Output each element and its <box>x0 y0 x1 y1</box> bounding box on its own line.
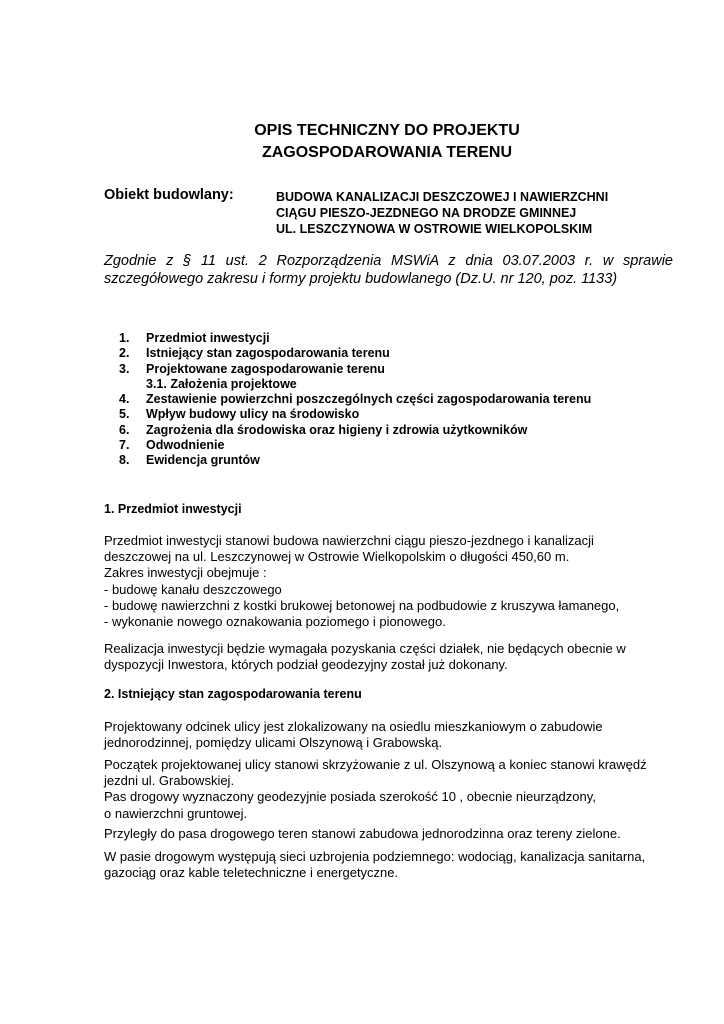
toc-number: 6. <box>119 422 130 437</box>
toc-text: Ewidencja gruntów <box>146 453 260 468</box>
text-line: Przedmiot inwestycji stanowi budowa nawierzchni ciągu pieszo-jezdnego i kanalizacji <box>104 533 594 548</box>
toc-number: 1. <box>119 331 130 345</box>
toc-number: 7. <box>119 438 130 453</box>
toc-number: 2. <box>119 346 130 361</box>
toc-text: Istniejący stan zagospodarowania terenu <box>146 346 390 361</box>
title-line-1: OPIS TECHNICZNY DO PROJEKTU <box>254 122 520 139</box>
toc-subitem <box>119 377 679 392</box>
toc-number: 8. <box>119 453 130 468</box>
text-line: - budowę nawierzchni z kostki brukowej betonowej na podbudowie z kruszywa łamanego, <box>104 597 620 613</box>
text-line: dyspozycji Inwestora, których podział geodezyjny został już dokonany. <box>104 657 508 673</box>
section-2-paragraph-4 <box>104 849 684 881</box>
text-line: Zakres inwestycji obejmuje : <box>104 565 267 581</box>
section-2-paragraph-1 <box>104 719 684 751</box>
text-line: jednorodzinnej, pomiędzy ulicami Olszynową i Grabowską. <box>104 735 443 751</box>
text-line: deszczowej na ul. Leszczynowej w Ostrowie Wielkopolskim o długości 450,60 m. <box>104 549 570 565</box>
text-line: Realizacja inwestycji będzie wymagała pozyskania części działek, nie będących obecnie w <box>104 641 626 656</box>
text-line: Projektowany odcinek ulicy jest zlokalizowany na osiedlu mieszkaniowym o zabudowie <box>104 719 603 734</box>
toc-text: Przedmiot inwestycji <box>146 331 270 345</box>
toc-text: Projektowane zagospodarowanie terenu <box>146 361 385 376</box>
toc-item <box>119 346 679 361</box>
title-line-2: ZAGOSPODAROWANIA TERENU <box>261 144 513 161</box>
section-2-heading: 2. Istniejący stan zagospodarowania terenu <box>104 687 362 701</box>
toc-number: 3. <box>119 361 130 376</box>
toc-item <box>119 362 679 377</box>
toc-text: 3.1. Założenia projektowe <box>146 376 297 391</box>
toc-number: 4. <box>119 392 130 407</box>
table-of-contents <box>119 331 679 469</box>
toc-item <box>119 438 679 453</box>
text-line: Przyległy do pasa drogowego teren stanowi zabudowa jednorodzinna oraz tereny zielone. <box>104 826 621 841</box>
text-line: gazociąg oraz kable teletechniczne i energetyczne. <box>104 865 399 881</box>
section-2-paragraph-2 <box>104 757 684 822</box>
text-line: Początek projektowanej ulicy stanowi skrzyżowanie z ul. Olszynową a koniec stanowi krawędź <box>104 757 647 772</box>
toc-text: Zagrożenia dla środowiska oraz higieny i zdrowia użytkowników <box>146 422 528 437</box>
toc-item <box>119 331 679 346</box>
toc-item <box>119 453 679 468</box>
legal-basis: Zgodnie z § 11 ust. 2 Rozporządzenia MSWiA z dnia 03.07.2003 r. w sprawie szczegółowego zakresu i formy projektu budowlanego (Dz.U. nr 120, poz. 1133) <box>104 253 673 287</box>
object-line: BUDOWA KANALIZACJI DESZCZOWEJ I NAWIERZCHNI <box>276 190 609 204</box>
toc-item <box>119 392 679 407</box>
object-label: Obiekt budowlany: <box>104 187 234 203</box>
document-title <box>0 120 724 164</box>
text-line: W pasie drogowym występują sieci uzbrojenia podziemnego: wodociąg, kanalizacja sanitarna, <box>104 849 646 864</box>
text-line: - wykonanie nowego oznakowania poziomego i pionowego. <box>104 614 446 630</box>
object-description <box>276 189 696 237</box>
toc-text: Odwodnienie <box>146 438 225 453</box>
object-line: UL. LESZCZYNOWA W OSTROWIE WIELKOPOLSKIM <box>276 222 593 236</box>
text-line: o nawierzchni gruntowej. <box>104 805 248 821</box>
toc-text: Zestawienie powierzchni poszczególnych części zagospodarowania terenu <box>146 392 592 407</box>
toc-text: Wpływ budowy ulicy na środowisko <box>146 407 360 422</box>
text-line: jezdni ul. Grabowskiej. <box>104 773 235 789</box>
section-1-paragraph-1 <box>104 533 684 630</box>
section-1-heading: 1. Przedmiot inwestycji <box>104 502 242 516</box>
section-1-paragraph-2 <box>104 641 684 673</box>
text-line: Pas drogowy wyznaczony geodezyjnie posiada szerokość 10 , obecnie nieurządzony, <box>104 789 596 805</box>
toc-item <box>119 423 679 438</box>
toc-item <box>119 407 679 422</box>
object-line: CIĄGU PIESZO-JEZDNEGO NA DRODZE GMINNEJ <box>276 206 577 220</box>
toc-number: 5. <box>119 407 130 422</box>
text-line: - budowę kanału deszczowego <box>104 581 282 597</box>
section-2-paragraph-3 <box>104 826 684 842</box>
